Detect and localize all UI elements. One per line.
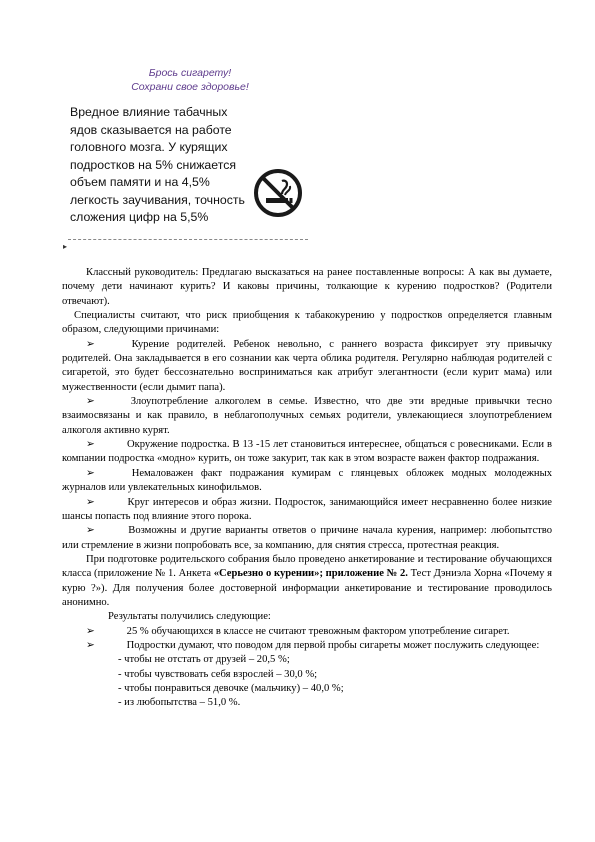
poster-line: ядов сказывается на работе <box>70 122 232 137</box>
paragraph: Специалисты считают, что риск приобщения к табакокурению у подростков определяется главным образом, следующими причинами: <box>62 310 552 336</box>
poster-title-line-1: Брось сигарету! <box>148 67 232 79</box>
poster-line: подростков на 5% снижается <box>70 157 237 172</box>
bullet-arrow-icon: ➢ <box>86 396 95 408</box>
result-line: - чтобы понравиться девочке (мальчику) – 40,0 %; <box>118 682 344 694</box>
bullet-text: Круг интересов и образ жизни. Подросток, занимающийся имеет несравненно более низкие шансы попасть под влияние этого порока. <box>62 496 552 522</box>
bullet-item <box>62 625 552 639</box>
survey-text-end: Тест Дэниэла Хорна «Почему я курю ?»). Для получения более достоверной информации анкетирование и тестирование проводилось анонимно. <box>62 568 552 608</box>
bullet-item <box>62 467 552 496</box>
paragraph-marker: ▸ <box>63 242 68 251</box>
result-line: - чтобы чувствовать себя взрослей – 30,0 %; <box>118 668 318 680</box>
poster-line: головного мозга. У курящих <box>70 140 228 154</box>
poster-line: сложения цифр на 5,5% <box>70 210 209 224</box>
survey-text-bold: «Серьезно о курении»; приложение № 2. <box>213 568 408 580</box>
bullet-text: Возможны и другие варианты ответов о причине начала курения, например: любопытство или стремление в жизни попробовать все, за компанию, для снятия стресса, протестная реакция. <box>62 525 552 551</box>
separator-line <box>68 239 308 240</box>
bullet-item <box>62 438 552 467</box>
paragraph-survey <box>62 553 552 610</box>
bullet-arrow-icon: ➢ <box>86 625 95 637</box>
bullet-arrow-icon: ➢ <box>86 439 95 451</box>
poster-title <box>60 66 320 94</box>
bullet-text: Окружение подростка. В 13 -15 лет становиться интереснее, общаться с ровесниками. Если в компании подростка «модно» курить, он тоже закурит, так как в этом возрасте важен фактор подражания. <box>62 439 552 465</box>
poster-text <box>70 104 270 227</box>
body-text <box>62 266 552 711</box>
bullet-item <box>62 524 552 553</box>
bullet-item <box>62 395 552 438</box>
bullet-arrow-icon: ➢ <box>86 338 95 350</box>
survey-text-start: При подготовке родительского собрания было проведено анкетирование и тестирование обучающихся класса (приложение № 1. Анкета <box>62 553 552 580</box>
bullet-text: Злоупотребление алкоголем в семье. Известно, что две эти вредные привычки тесно взаимосвязаны и как правило, в неблагополучных семьях родители, увлекающиеся злоупотреблением алкоголя активно курят. <box>62 396 552 436</box>
bullet-text: 25 % обучающихся в классе не считают тревожным фактором употребление сигарет. <box>126 625 510 637</box>
results-title: Результаты получились следующие: <box>108 611 271 623</box>
no-smoking-icon <box>252 167 304 219</box>
bullet-text: Немаловажен факт подражания кумирам с глянцевых обложек модных молодежных журналов или увлекательных кинофильмов. <box>62 467 552 494</box>
bullet-text: Курение родителей. Ребенок невольно, с раннего возраста фиксирует эту привычку родителей. Она закладывается в его сознании как черта облика родителя. Регулярно наблюдая родителей с сигаретой, это будет бессознательно восприниматься как атрибут элегантности (если курит мама) или мужественности (если дымит папа). <box>62 338 552 393</box>
bullet-item <box>62 496 552 525</box>
bullet-arrow-icon: ➢ <box>86 467 95 479</box>
poster-title-line-2: Сохрани свое здоровье! <box>131 81 249 93</box>
result-line: - чтобы не отстать от друзей – 20,5 %; <box>118 654 290 666</box>
bullet-arrow-icon: ➢ <box>86 525 95 537</box>
bullet-text: Подростки думают, что поводом для первой пробы сигареты может послужить следующее: <box>126 639 540 651</box>
bullet-arrow-icon: ➢ <box>86 496 95 508</box>
result-line: - из любопытства – 51,0 %. <box>118 697 241 709</box>
paragraph: Классный руководитель: Предлагаю высказаться на ранее поставленные вопросы: А как вы думаете, почему дети начинают курить? И каковы причины, толкающие к курению подростков? (Родители отвечают). <box>62 267 552 307</box>
poster-line: Вредное влияние табачных <box>70 105 228 119</box>
bullet-item <box>62 338 552 395</box>
poster-line: объем памяти и на 4,5% <box>70 175 210 189</box>
bullet-item <box>62 639 552 653</box>
bullet-arrow-icon: ➢ <box>86 639 95 651</box>
poster-line: легкость заучивания, точность <box>70 192 245 207</box>
